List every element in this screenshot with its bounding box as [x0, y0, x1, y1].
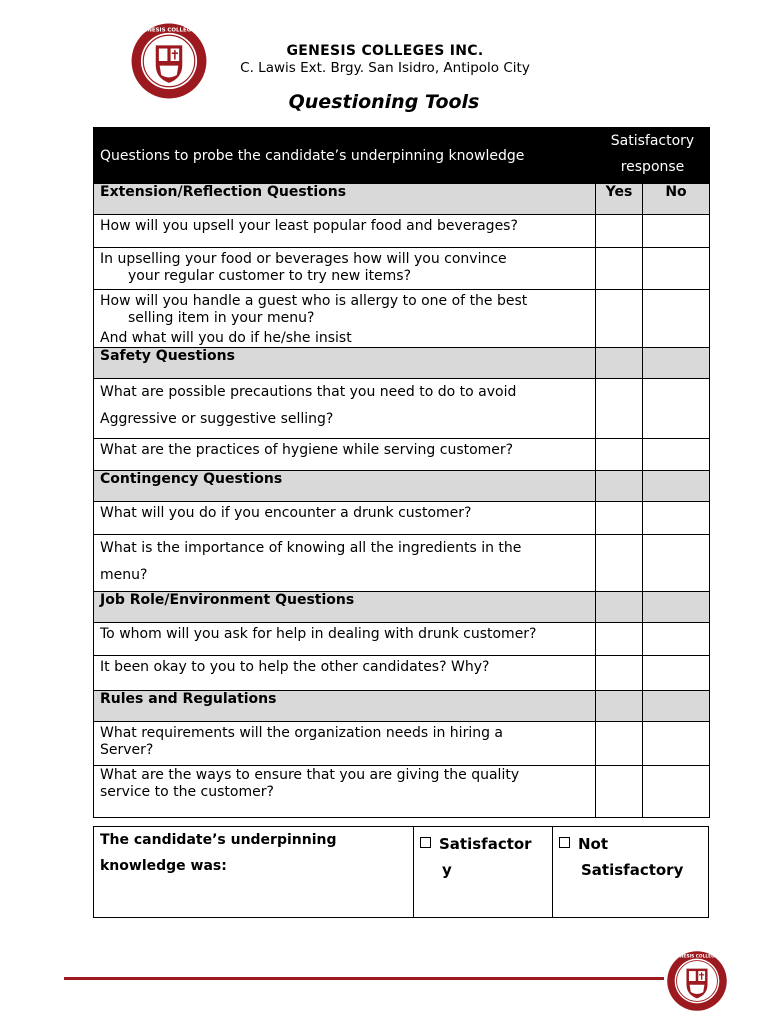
- question-line: In upselling your food or beverages how will you convince: [100, 251, 507, 267]
- question-row: [94, 248, 710, 290]
- no-response-cell[interactable]: [643, 248, 710, 290]
- question-line: menu?: [100, 567, 148, 583]
- logo-lettering: GENESIS COLLEGES: [139, 27, 199, 34]
- section-header-row: [94, 592, 710, 623]
- no-response-cell[interactable]: [643, 379, 710, 439]
- yes-response-cell[interactable]: [596, 722, 643, 766]
- no-column-header: No: [643, 184, 710, 215]
- organization-name: GENESIS COLLEGES INC.: [286, 43, 484, 59]
- yes-response-cell[interactable]: [596, 623, 643, 656]
- question-text: [94, 623, 596, 656]
- question-row: [94, 379, 710, 439]
- question-line: How will you handle a guest who is allergy to one of the best: [100, 293, 528, 309]
- not-satisfactory-option-line1: Not: [578, 835, 609, 853]
- logo-lettering: GENESIS COLLEGES: [673, 954, 721, 960]
- yes-column-header: [596, 592, 643, 623]
- question-line: What will you do if you encounter a drunk customer?: [100, 505, 472, 521]
- no-response-cell[interactable]: [643, 623, 710, 656]
- yes-response-cell[interactable]: [596, 439, 643, 471]
- question-text: [94, 535, 596, 592]
- yes-column-header: [596, 691, 643, 722]
- section-header-row: [94, 184, 710, 215]
- yes-column-header: [596, 471, 643, 502]
- no-response-cell[interactable]: [643, 722, 710, 766]
- section-title: Extension/Reflection Questions: [94, 184, 596, 215]
- summary-label-line1: The candidate’s underpinning: [100, 832, 337, 848]
- satisfactory-option-line1: Satisfactor: [439, 835, 532, 853]
- footer-rule: [64, 977, 664, 980]
- question-text: [94, 656, 596, 691]
- section-title: Rules and Regulations: [94, 691, 596, 722]
- table-header-row: [94, 128, 710, 184]
- no-response-cell[interactable]: [643, 766, 710, 818]
- question-row: [94, 439, 710, 471]
- section-header-row: [94, 691, 710, 722]
- yes-response-cell[interactable]: [596, 379, 643, 439]
- question-text: [94, 215, 596, 248]
- question-text: [94, 722, 596, 766]
- question-line: What are the practices of hygiene while serving customer?: [100, 442, 514, 458]
- section-title: Job Role/Environment Questions: [94, 592, 596, 623]
- section-title: Safety Questions: [94, 348, 596, 379]
- yes-column-header: Yes: [596, 184, 643, 215]
- checkbox-icon[interactable]: [420, 837, 431, 848]
- question-line: selling item in your menu?: [128, 310, 315, 326]
- question-row: [94, 535, 710, 592]
- satisfactory-option-line2: y: [442, 861, 452, 879]
- summary-box: [93, 826, 709, 918]
- summary-label: [94, 827, 414, 917]
- question-text: [94, 290, 596, 348]
- header-response-line1: Satisfactory: [610, 133, 695, 149]
- yes-response-cell[interactable]: [596, 766, 643, 818]
- document-title: Questioning Tools: [288, 91, 480, 113]
- question-row: [94, 502, 710, 535]
- question-line: To whom will you ask for help in dealing with drunk customer?: [100, 626, 537, 642]
- question-line: your regular customer to try new items?: [128, 268, 412, 284]
- question-line: What are the ways to ensure that you are giving the quality: [100, 767, 520, 783]
- question-row: [94, 766, 710, 818]
- question-line: It been okay to you to help the other candidates? Why?: [100, 659, 490, 675]
- section-header-row: [94, 348, 710, 379]
- section-title: Contingency Questions: [94, 471, 596, 502]
- not-satisfactory-option-line2: Satisfactory: [581, 861, 684, 879]
- question-line: What are possible precautions that you need to do to avoid: [100, 384, 517, 400]
- satisfactory-option[interactable]: [414, 827, 553, 917]
- question-line: Aggressive or suggestive selling?: [100, 411, 334, 427]
- questioning-table: [93, 127, 710, 818]
- question-row: [94, 656, 710, 691]
- college-seal-logo-footer: [666, 950, 728, 1012]
- no-response-cell[interactable]: [643, 290, 710, 348]
- question-text: [94, 502, 596, 535]
- yes-response-cell[interactable]: [596, 502, 643, 535]
- question-row: [94, 290, 710, 348]
- no-response-cell[interactable]: [643, 502, 710, 535]
- summary-label-line2: knowledge was:: [100, 858, 227, 874]
- header-response-cell: [596, 128, 710, 184]
- question-text: [94, 439, 596, 471]
- question-line: Server?: [100, 742, 154, 758]
- question-row: [94, 623, 710, 656]
- organization-address: C. Lawis Ext. Brgy. San Isidro, Antipolo City: [240, 60, 530, 76]
- question-text: [94, 766, 596, 818]
- question-text: [94, 379, 596, 439]
- question-line: How will you upsell your least popular food and beverages?: [100, 218, 518, 234]
- no-response-cell[interactable]: [643, 535, 710, 592]
- no-column-header: [643, 348, 710, 379]
- question-text: [94, 248, 596, 290]
- no-column-header: [643, 471, 710, 502]
- yes-response-cell[interactable]: [596, 656, 643, 691]
- no-column-header: [643, 691, 710, 722]
- not-satisfactory-option[interactable]: [553, 827, 708, 917]
- no-column-header: [643, 592, 710, 623]
- yes-response-cell[interactable]: [596, 215, 643, 248]
- yes-response-cell[interactable]: [596, 290, 643, 348]
- question-line: service to the customer?: [100, 784, 274, 800]
- header-response-line2: response: [620, 159, 685, 175]
- question-row: [94, 215, 710, 248]
- yes-response-cell[interactable]: [596, 248, 643, 290]
- no-response-cell[interactable]: [643, 215, 710, 248]
- question-line: What is the importance of knowing all the ingredients in the: [100, 540, 522, 556]
- yes-response-cell[interactable]: [596, 535, 643, 592]
- no-response-cell[interactable]: [643, 439, 710, 471]
- question-row: [94, 722, 710, 766]
- question-line: What requirements will the organization needs in hiring a: [100, 725, 503, 741]
- header-question-cell: Questions to probe the candidate’s underpinning knowledge: [94, 128, 596, 184]
- section-header-row: [94, 471, 710, 502]
- yes-column-header: [596, 348, 643, 379]
- question-line: And what will you do if he/she insist: [100, 330, 352, 346]
- checkbox-icon[interactable]: [559, 837, 570, 848]
- no-response-cell[interactable]: [643, 656, 710, 691]
